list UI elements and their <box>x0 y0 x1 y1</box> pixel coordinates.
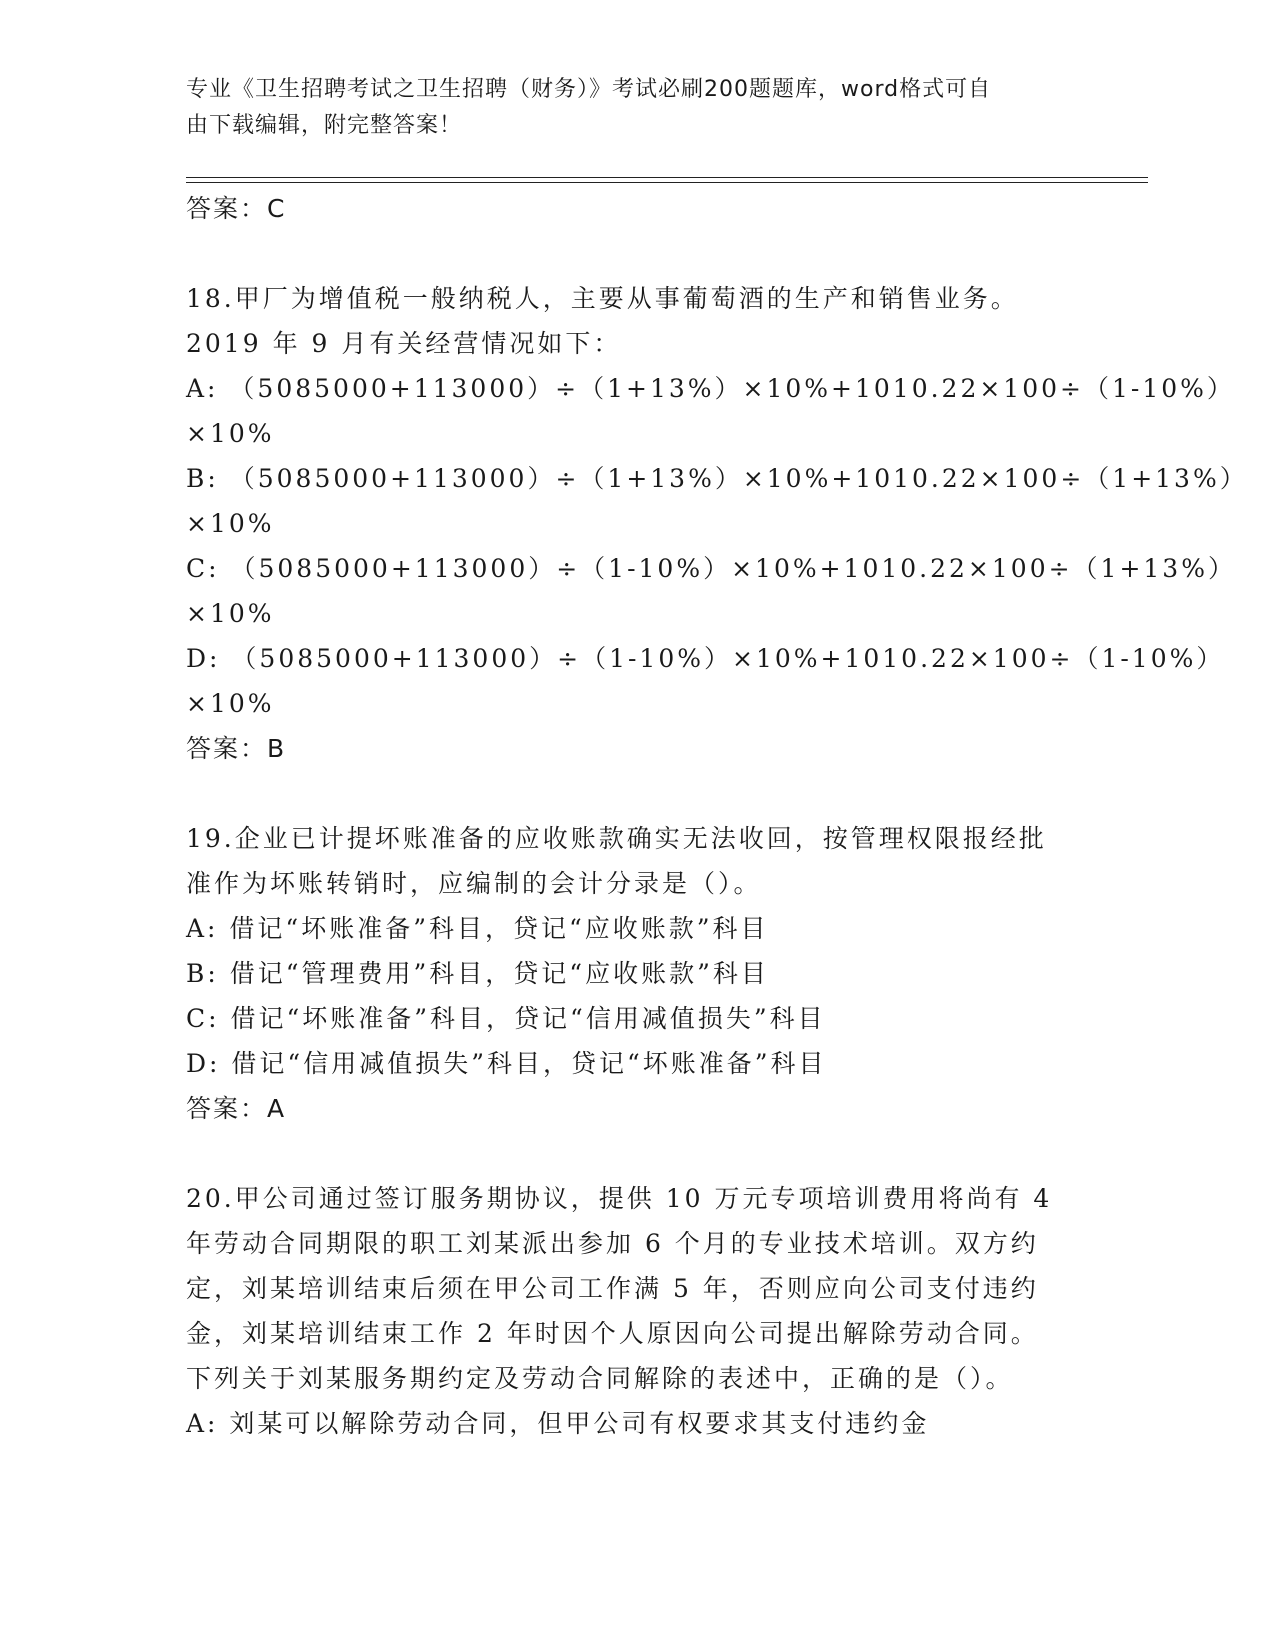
answer-19: 答案：A <box>186 1094 287 1123</box>
answer-18: 答案：B <box>186 734 287 763</box>
answer-17: 答案：C <box>186 194 287 223</box>
question-20 <box>186 1176 1086 1446</box>
option-c-cont: ×10% <box>186 599 275 628</box>
option-a-cont: ×10% <box>186 419 275 448</box>
header-divider <box>186 177 1148 178</box>
question-stem: 年劳动合同期限的职工刘某派出参加 6 个月的专业技术培训。双方约 <box>186 1229 1039 1258</box>
option-a: A: 借记“坏账准备”科目，贷记“应收账款”科目 <box>186 914 769 943</box>
option-d-cont: ×10% <box>186 689 275 718</box>
option-d: D: 借记“信用减值损失”科目，贷记“坏账准备”科目 <box>186 1049 827 1078</box>
option-b: B: 借记“管理费用”科目，贷记“应收账款”科目 <box>186 959 769 988</box>
question-stem: 金，刘某培训结束工作 2 年时因个人原因向公司提出解除劳动合同。 <box>186 1319 1039 1348</box>
question-stem: 2019 年 9 月有关经营情况如下： <box>186 329 622 358</box>
option-a: A: 刘某可以解除劳动合同，但甲公司有权要求其支付违约金 <box>186 1409 930 1438</box>
question-stem: 19.企业已计提坏账准备的应收账款确实无法收回，按管理权限报经批 <box>186 824 1047 853</box>
question-stem: 18.甲厂为增值税一般纳税人，主要从事葡萄酒的生产和销售业务。 <box>186 284 1019 313</box>
question-stem: 20.甲公司通过签订服务期协议，提供 10 万元专项培训费用将尚有 4 <box>186 1184 1053 1213</box>
question-18 <box>186 276 1248 771</box>
option-a: A: （5085000+113000）÷（1+13%）×10%+1010.22×100÷（1-10%） <box>186 374 1235 403</box>
option-d: D: （5085000+113000）÷（1-10%）×10%+1010.22×100÷（1-10%） <box>186 644 1225 673</box>
option-b-cont: ×10% <box>186 509 275 538</box>
document-header <box>186 72 1066 144</box>
header-line: 由下载编辑，附完整答案！ <box>186 113 463 138</box>
document-body <box>186 186 1248 1446</box>
question-stem: 准作为坏账转销时，应编制的会计分录是（）。 <box>186 869 762 898</box>
option-b: B: （5085000+113000）÷（1+13%）×10%+1010.22×100÷（1+13%） <box>186 464 1248 493</box>
question-stem: 定，刘某培训结束后须在甲公司工作满 5 年，否则应向公司支付违约 <box>186 1274 1039 1303</box>
header-line: 专业《卫生招聘考试之卫生招聘（财务）》考试必刷200题题库，word格式可自 <box>186 77 992 102</box>
question-19 <box>186 816 1086 1131</box>
option-c: C: （5085000+113000）÷（1-10%）×10%+1010.22×100÷（1+13%） <box>186 554 1236 583</box>
option-c: C: 借记“坏账准备”科目，贷记“信用减值损失”科目 <box>186 1004 826 1033</box>
question-stem: 下列关于刘某服务期约定及劳动合同解除的表述中，正确的是（）。 <box>186 1364 1014 1393</box>
header-divider <box>186 182 1148 183</box>
